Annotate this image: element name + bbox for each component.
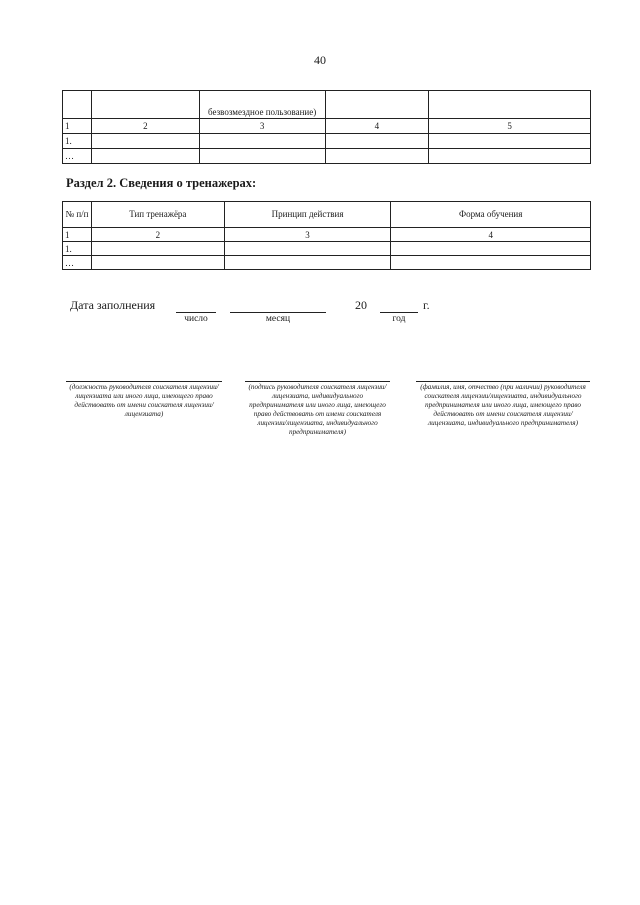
section-2-title: Раздел 2. Сведения о тренажерах:: [66, 176, 257, 190]
column-number-row: [63, 228, 591, 242]
table-cell: 1.: [63, 134, 92, 149]
date-filled-label: Дата заполнения: [70, 298, 156, 312]
table-cell: [429, 134, 591, 149]
column-number: 1: [63, 228, 92, 242]
table-cell: [91, 149, 199, 164]
column-number: 4: [325, 119, 429, 134]
table-row: [63, 242, 591, 256]
table-header-cell: [91, 91, 199, 119]
year-suffix: г.: [423, 298, 430, 312]
table-cell: …: [63, 256, 92, 270]
table-header-row: [63, 91, 591, 119]
day-field-line[interactable]: [176, 312, 216, 313]
table-header-cell: [63, 91, 92, 119]
column-number: 4: [391, 228, 591, 242]
table-row: [63, 134, 591, 149]
table-row: [63, 256, 591, 270]
table-cell: 1.: [63, 242, 92, 256]
position-signature-line[interactable]: [66, 381, 222, 382]
table-cell: [391, 256, 591, 270]
table-header-cell: [429, 91, 591, 119]
month-caption: месяц: [265, 314, 291, 324]
table-header-cell: Принцип действия: [224, 202, 391, 228]
full-name-caption: (фамилия, имя, отчество (при наличии) руководителя соискателя лицензии/лицензиата, индивидуального предпринимателя или иного лица, имеющего право действовать от имени соискателя лицензии/лицензиата, индивидуального предпринимателя): [420, 383, 586, 427]
table-cell: …: [63, 149, 92, 164]
table-header-cell: № п/п: [63, 202, 92, 228]
column-number: 3: [199, 119, 325, 134]
column-number: 2: [91, 228, 224, 242]
column-number-row: [63, 119, 591, 134]
table-cell: [429, 149, 591, 164]
signature-caption: (подпись руководителя соискателя лицензии/лицензиата, индивидуального предпринимателя или иного лица, имеющего право действовать от имени соискателя лицензии/лицензиата, индивидуального предпринимателя): [248, 383, 387, 436]
table-cell: [391, 242, 591, 256]
table-cell: [224, 256, 391, 270]
simulators-table: [62, 201, 591, 270]
table-cell: [224, 242, 391, 256]
table-cell: [325, 149, 429, 164]
table-header-row: [63, 202, 591, 228]
full-name-signature-line[interactable]: [416, 381, 590, 382]
page-number: 40: [314, 53, 326, 67]
position-caption: (должность руководителя соискателя лицензии/лицензиата или иного лица, имеющего право действовать от имени соискателя лицензии/лицензиата): [69, 383, 219, 418]
column-number: 3: [224, 228, 391, 242]
month-field-line[interactable]: [230, 312, 326, 313]
table-header-cell: Форма обучения: [391, 202, 591, 228]
column-number: 2: [91, 119, 199, 134]
table-cell: [91, 242, 224, 256]
table-cell: [199, 149, 325, 164]
table-header-cell: [325, 91, 429, 119]
table-cell: [91, 256, 224, 270]
table-cell: [91, 134, 199, 149]
column-number: 1: [63, 119, 92, 134]
table-cell: [325, 134, 429, 149]
year-prefix: 20: [355, 298, 367, 312]
day-caption: число: [184, 314, 208, 324]
table-row: [63, 149, 591, 164]
table-header-cell: безвозмездное пользование): [199, 91, 325, 119]
premises-table-continuation: [62, 90, 591, 164]
table-cell: [199, 134, 325, 149]
table-header-cell: Тип тренажёра: [91, 202, 224, 228]
year-caption: год: [392, 314, 406, 324]
year-field-line[interactable]: [380, 312, 418, 313]
column-number: 5: [429, 119, 591, 134]
signature-line[interactable]: [245, 381, 390, 382]
